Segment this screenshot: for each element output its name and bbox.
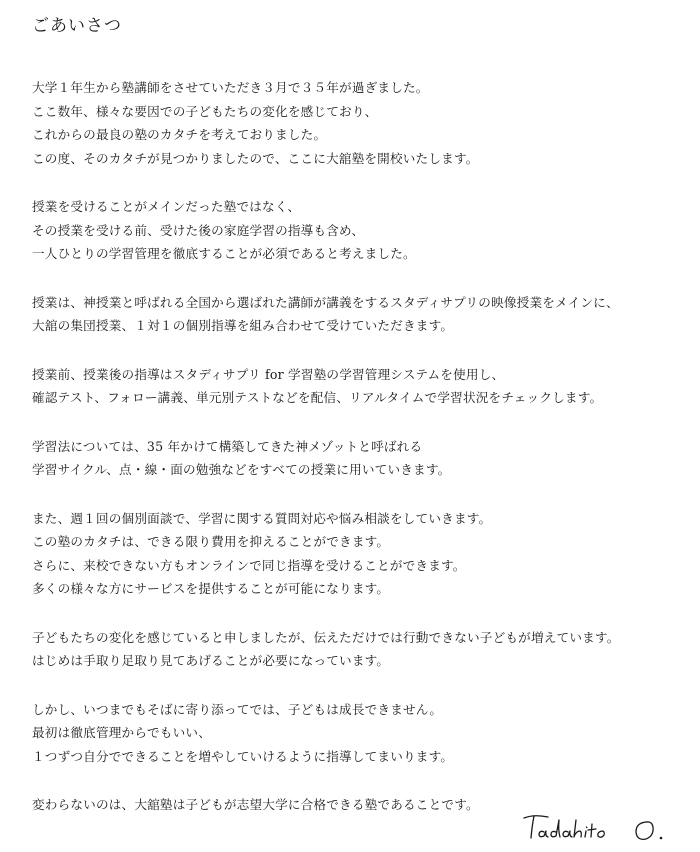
text-line: 学習サイクル、点・線・面の勉強などをすべての授業に用いていきます。	[32, 462, 451, 477]
paragraph-8	[32, 698, 692, 769]
paragraph-5	[32, 435, 692, 482]
text-line: しかし、いつまでもそばに寄り添ってでは、子どもは成長できません。	[32, 701, 443, 717]
text-line: 授業は、神授業と呼ばれる全国から選ばれた講師が講義をするスタディサプリの映像授業をメインに、	[32, 294, 619, 310]
signature-graphic	[520, 808, 680, 848]
text-line: この度、そのカタチが見つかりましたので、ここに大舘塾を開校いたします。	[32, 150, 479, 166]
text-line: この塾のカタチは、できる限り費用を抑えることができます。	[32, 534, 390, 549]
greeting-body	[32, 76, 692, 842]
text-line: 確認テスト、フォロー講義、単元別テストなどを配信、リアルタイムで学習状況をチェックします。	[32, 390, 603, 405]
paragraph-6	[32, 507, 692, 601]
text-line: その授業を受ける前、受けた後の家庭学習の指導も含め、	[32, 222, 365, 238]
paragraph-3	[32, 291, 692, 338]
text-line: 授業前、授業後の指導はスタディサプリ for 学習塾の学習管理システムを使用し、	[32, 366, 505, 382]
text-line: ここ数年、様々な要因での子どもたちの変化を感じており、	[32, 103, 378, 119]
paragraph-1	[32, 76, 692, 170]
paragraph-7	[32, 626, 692, 673]
text-line: 授業を受けることがメインだった塾ではなく、	[32, 199, 301, 214]
text-line: さらに、来校できない方もオンラインで同じ指導を受けることができます。	[32, 557, 466, 573]
text-line: 最初は徹底管理からでもいい、	[32, 725, 211, 740]
page-title: ごあいさつ	[32, 16, 122, 36]
text-line: これからの最良の塾のカタチを考えておりました。	[32, 127, 327, 142]
text-line: また、週１回の個別面談で、学習に関する質問対応や悩み相談をしていきます。	[32, 510, 492, 526]
paragraph-2	[32, 195, 692, 266]
text-line: はじめは手取り足取り見てあげることが必要になっています。	[32, 653, 390, 668]
text-line: １つずつ自分でできることを増やしていけるように指導してまいります。	[32, 748, 454, 764]
text-line: 学習法については、35 年かけて構築してきた神メゾットと呼ばれる	[32, 438, 423, 454]
text-line: 大舘の集団授業、１対１の個別指導を組み合わせて受けていただきます。	[32, 318, 454, 333]
handwritten-signature	[520, 808, 680, 848]
paragraph-4	[32, 363, 692, 410]
text-line: 一人ひとりの学習管理を徹底することが必須であると考えました。	[32, 246, 416, 261]
text-line: 子どもたちの変化を感じていると申しましたが、伝えただけでは行動できない子どもが増えています。	[32, 629, 620, 645]
text-line: 多くの様々な方にサービスを提供することが可能になります。	[32, 581, 390, 596]
text-line: 変わらないのは、大舘塾は子どもが志望大学に合格できる塾であることです。	[32, 797, 479, 812]
text-line: 大学１年生から塾講師をさせていただき３月で３５年が過ぎました。	[32, 80, 429, 95]
